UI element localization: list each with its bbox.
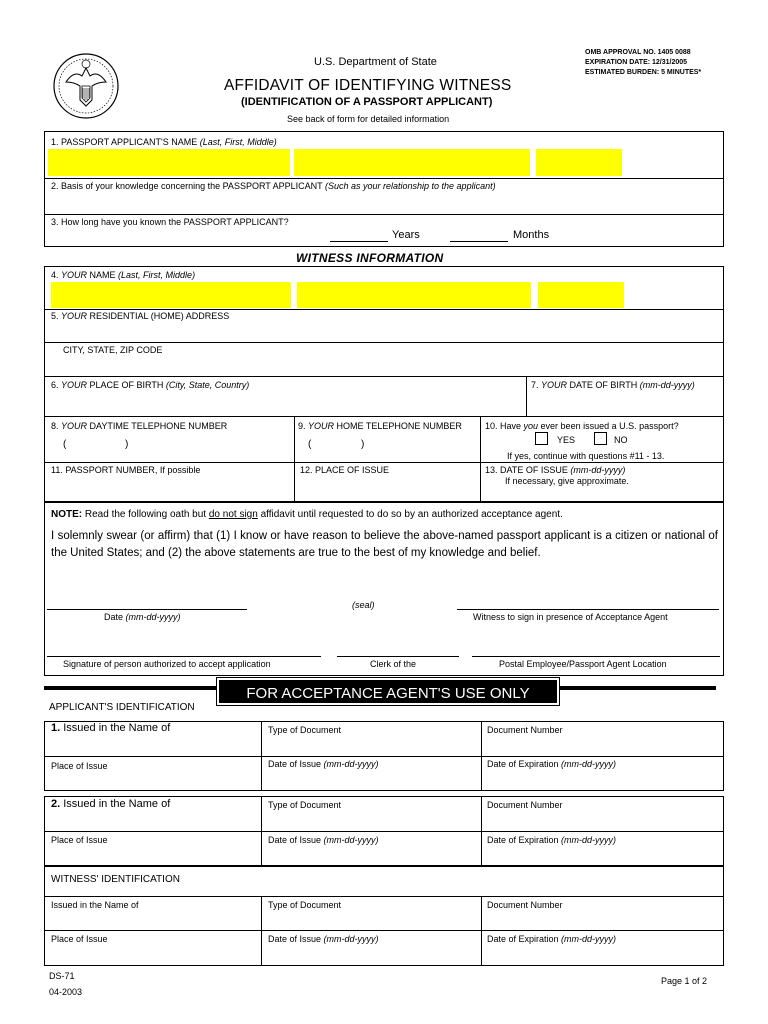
q13-approx-note: If necessary, give approximate. xyxy=(505,476,629,486)
q6-text: PLACE OF BIRTH xyxy=(87,380,166,390)
app1-issued-name-text: Issued in the Name of xyxy=(60,722,171,734)
app2-date-issue-text: Date of Issue xyxy=(268,835,324,845)
form-number: DS-71 xyxy=(49,971,75,981)
q10-text-b: ever been issued a U.S. passport? xyxy=(538,421,679,431)
app1-place-issue-label: Place of Issue xyxy=(51,761,108,771)
q5-text: RESIDENTIAL (HOME) ADDRESS xyxy=(87,311,230,321)
app1-date-issue-text: Date of Issue xyxy=(268,759,324,769)
form-date: 04-2003 xyxy=(49,987,83,997)
wit-date-issue-label xyxy=(268,934,379,944)
q8-label xyxy=(51,421,227,431)
seal-label: (seal) xyxy=(352,600,375,610)
q11-label: 11. PASSPORT NUMBER, If possible xyxy=(51,465,201,475)
q9-text: HOME TELEPHONE NUMBER xyxy=(334,421,462,431)
q5-your: YOUR xyxy=(61,311,88,321)
authorized-signature-line[interactable] xyxy=(47,656,321,657)
witness-middle-name-field[interactable] xyxy=(538,282,624,308)
app2-type-doc-label: Type of Document xyxy=(268,800,342,810)
form-subtitle: (IDENTIFICATION OF A PASSPORT APPLICANT) xyxy=(241,96,493,108)
app1-date-issue-label xyxy=(268,759,379,769)
wit-place-issue-label: Place of Issue xyxy=(51,934,108,944)
city-state-zip-field[interactable] xyxy=(46,357,722,374)
department-seal-icon xyxy=(52,52,120,120)
q4-your: YOUR xyxy=(61,270,88,280)
app2-issued-name-label xyxy=(51,798,170,810)
q5-label xyxy=(51,311,229,321)
authorized-signature-label: Signature of person authorized to accept application xyxy=(63,659,271,669)
app2-number: 2. xyxy=(51,798,61,810)
q10-label xyxy=(485,421,679,431)
q8-num: 8. xyxy=(51,421,62,431)
place-of-issue-field[interactable] xyxy=(296,477,478,500)
daytime-area-close: ) xyxy=(125,439,129,450)
q8-your: YOUR xyxy=(61,421,88,431)
q13-hint: (mm-dd-yyyy) xyxy=(570,465,626,475)
expiration-date: EXPIRATION DATE: 12/31/2005 xyxy=(585,59,688,66)
q10-continue-note: If yes, continue with questions #11 - 13. xyxy=(507,451,665,461)
witness-first-name-field[interactable] xyxy=(297,282,531,308)
date-of-issue-field[interactable] xyxy=(482,487,722,500)
wit-date-exp-text: Date of Expiration xyxy=(487,934,562,944)
witness-last-name-field[interactable] xyxy=(51,282,291,308)
form-title: AFFIDAVIT OF IDENTIFYING WITNESS xyxy=(224,77,512,94)
q4-hint: (Last, First, Middle) xyxy=(118,270,196,280)
acceptance-agent-banner: FOR ACCEPTANCE AGENT'S USE ONLY xyxy=(217,678,559,705)
home-area-close: ) xyxy=(361,439,365,450)
witness-signature-line[interactable] xyxy=(457,609,719,610)
app2-issued-name-text: Issued in the Name of xyxy=(60,798,171,810)
date-signature-line[interactable] xyxy=(47,609,247,610)
app1-date-exp-label xyxy=(487,759,616,769)
q8-text: DAYTIME TELEPHONE NUMBER xyxy=(87,421,228,431)
witness-sign-label: Witness to sign in presence of Acceptance Agent xyxy=(473,612,668,622)
q7-your: YOUR xyxy=(541,380,568,390)
applicant-middle-name-field[interactable] xyxy=(536,149,622,176)
city-state-zip-label: CITY, STATE, ZIP CODE xyxy=(63,345,163,355)
q2-label-hint: (Such as your relationship to the applicant) xyxy=(324,181,496,191)
clerk-label: Clerk of the xyxy=(370,659,417,669)
estimated-burden: ESTIMATED BURDEN: 5 MINUTES* xyxy=(585,69,702,76)
q1-label-text: 1. PASSPORT APPLICANT'S NAME xyxy=(51,137,200,147)
app2-date-issue-label xyxy=(268,835,379,845)
wit-date-exp-label xyxy=(487,934,616,944)
witness-identification-heading: WITNESS' IDENTIFICATION xyxy=(51,874,180,885)
back-of-form-note: See back of form for detailed information xyxy=(287,114,450,124)
residential-address-field[interactable] xyxy=(46,322,722,340)
passport-number-field[interactable] xyxy=(46,477,292,500)
app1-date-exp-hint: (mm-dd-yyyy) xyxy=(561,759,617,769)
app2-date-issue-hint: (mm-dd-yyyy) xyxy=(323,835,379,845)
department-name: U.S. Department of State xyxy=(314,56,437,68)
q4-num: 4. xyxy=(51,270,62,280)
app2-place-issue-label: Place of Issue xyxy=(51,835,108,845)
wit-date-issue-text: Date of Issue xyxy=(268,934,324,944)
q2-label-text: 2. Basis of your knowledge concerning the PASSPORT APPLICANT xyxy=(51,181,325,191)
q10-text-a: 10. Have xyxy=(485,421,524,431)
basis-of-knowledge-field[interactable] xyxy=(46,192,722,212)
page-number: Page 1 of 2 xyxy=(661,976,708,986)
q6-num: 6. xyxy=(51,380,62,390)
applicant-last-name-field[interactable] xyxy=(48,149,290,176)
q6-your: YOUR xyxy=(61,380,88,390)
oath-text: I solemnly swear (or affirm) that (1) I know or have reason to believe the above-named passport applicant is a citizen or national of the United States; and (2) the above statements are true to the best of my knowledge and belief. xyxy=(51,530,718,559)
wit-doc-num-label: Document Number xyxy=(487,900,563,910)
q13-text: 13. DATE OF ISSUE xyxy=(485,465,571,475)
omb-approval: OMB APPROVAL NO. 1405 0088 xyxy=(585,49,691,56)
app2-date-exp-hint: (mm-dd-yyyy) xyxy=(561,835,617,845)
q7-text: DATE OF BIRTH xyxy=(567,380,640,390)
q6-label xyxy=(51,380,249,390)
years-field[interactable] xyxy=(330,241,388,242)
daytime-phone-field[interactable] xyxy=(60,437,290,457)
months-field[interactable] xyxy=(450,241,508,242)
q1-label xyxy=(51,137,277,147)
q2-label xyxy=(51,181,496,191)
q7-hint: (mm-dd-yyyy) xyxy=(639,380,695,390)
app1-number: 1. xyxy=(51,722,61,734)
wit-date-issue-hint: (mm-dd-yyyy) xyxy=(323,934,379,944)
postal-location-label: Postal Employee/Passport Agent Location xyxy=(499,659,667,669)
app1-date-issue-hint: (mm-dd-yyyy) xyxy=(323,759,379,769)
home-phone-field[interactable] xyxy=(305,437,477,457)
date-label xyxy=(104,612,181,622)
passport-yes-checkbox[interactable] xyxy=(535,432,548,445)
q7-num: 7. xyxy=(531,380,542,390)
app1-date-exp-text: Date of Expiration xyxy=(487,759,562,769)
app2-date-exp-label xyxy=(487,835,616,845)
q9-num: 9. xyxy=(298,421,309,431)
daytime-area-open: ( xyxy=(63,439,67,450)
q9-label xyxy=(298,421,462,431)
q13-label xyxy=(485,465,625,475)
q4-text: NAME xyxy=(87,270,119,280)
q6-hint: (City, State, Country) xyxy=(165,380,250,390)
q5-num: 5. xyxy=(51,311,62,321)
months-label: Months xyxy=(513,229,550,241)
no-label: NO xyxy=(614,435,628,445)
years-label: Years xyxy=(392,229,420,241)
date-of-birth-field[interactable] xyxy=(528,392,722,414)
applicant-first-name-field[interactable] xyxy=(294,149,530,176)
location-line[interactable] xyxy=(472,656,720,657)
wit-date-exp-hint: (mm-dd-yyyy) xyxy=(561,934,617,944)
q10-you: you xyxy=(523,421,539,431)
note-label: NOTE: xyxy=(51,509,83,520)
applicants-identification-heading: APPLICANT'S IDENTIFICATION xyxy=(49,702,195,713)
q9-your: YOUR xyxy=(308,421,335,431)
q4-label xyxy=(51,270,195,280)
q12-label: 12. PLACE OF ISSUE xyxy=(300,465,390,475)
date-label-text: Date xyxy=(104,612,126,622)
passport-no-checkbox[interactable] xyxy=(594,432,607,445)
oath-note xyxy=(51,509,563,520)
date-label-hint: (mm-dd-yyyy) xyxy=(125,612,181,622)
q7-label xyxy=(531,380,695,390)
witness-information-heading: WITNESS INFORMATION xyxy=(296,251,444,265)
wit-type-doc-label: Type of Document xyxy=(268,900,342,910)
wit-issued-name-label: Issued in the Name of xyxy=(51,900,139,910)
app2-date-exp-text: Date of Expiration xyxy=(487,835,562,845)
app2-doc-num-label: Document Number xyxy=(487,800,563,810)
note-text-b: affidavit until requested to do so by an authorized acceptance agent. xyxy=(257,509,563,520)
app1-doc-num-label: Document Number xyxy=(487,725,563,735)
note-text-a: Read the following oath but xyxy=(82,509,209,520)
clerk-line[interactable] xyxy=(337,656,459,657)
q3-label: 3. How long have you known the PASSPORT APPLICANT? xyxy=(51,217,289,227)
q1-label-hint: (Last, First, Middle) xyxy=(199,137,277,147)
place-of-birth-field[interactable] xyxy=(46,392,524,414)
note-do-not-sign: do not sign xyxy=(208,509,258,520)
yes-label: YES xyxy=(557,435,576,445)
app1-issued-name-label xyxy=(51,722,170,734)
home-area-open: ( xyxy=(308,439,312,450)
app1-type-doc-label: Type of Document xyxy=(268,725,342,735)
